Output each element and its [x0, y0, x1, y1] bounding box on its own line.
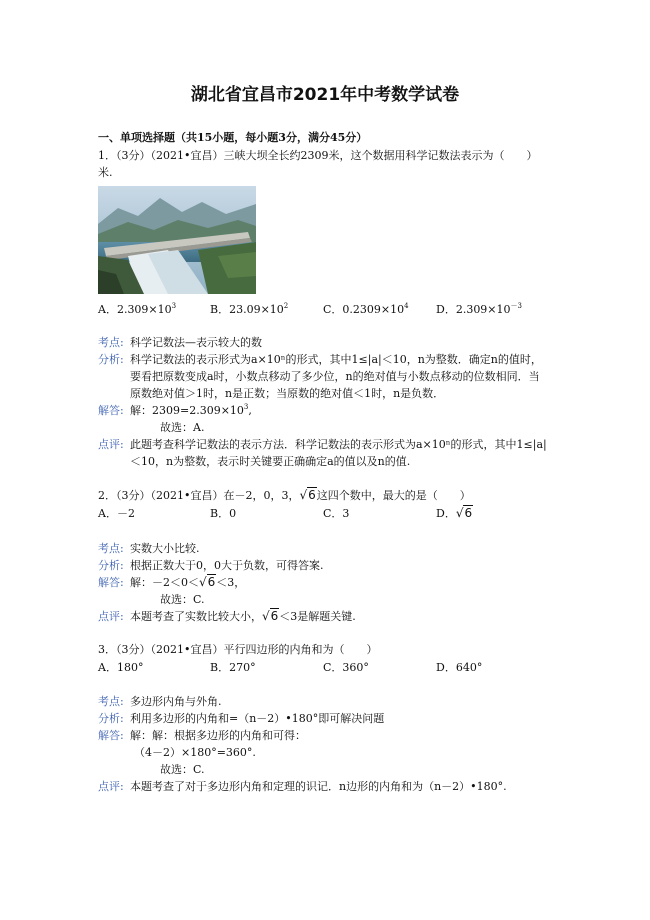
- q3-option-c: C．360°: [323, 661, 369, 674]
- sqrt-symbol: √6: [262, 609, 279, 623]
- q2-jieda-line1: 解：－2＜0＜√6＜3，: [130, 575, 246, 589]
- three-gorges-dam-image: [98, 186, 256, 294]
- q1-fenxi-line3: 原数绝对值＞1时，n是正数；当原数的绝对值＜1时，n是负数．: [130, 387, 445, 400]
- dam-photo: [98, 186, 256, 294]
- q1-fenxi-label: 分析:: [98, 353, 124, 366]
- q1-kaodian: 科学记数法—表示较大的数: [130, 336, 262, 349]
- q3-jieda-line1: 解：解：根据多边形的内角和可得：: [130, 729, 306, 742]
- q2-fenxi: 根据正数大于0，0大于负数，可得答案.: [130, 559, 324, 572]
- q3-stem: 3．（3分）（2021•宜昌）平行四边形的内角和为（ ）: [98, 643, 378, 656]
- q3-jieda-line2: （4－2）×180°=360°.: [134, 746, 256, 759]
- sqrt-symbol: √6: [455, 506, 473, 520]
- q1-stem-line1: 1．（3分）（2021•宜昌）三峡大坝全长约2309米，这个数据用科学记数法表示为（ ）: [98, 149, 538, 162]
- q1-jieda-line2: 故选：A.: [160, 421, 205, 434]
- q3-jieda-label: 解答:: [98, 729, 124, 742]
- q2-kaodian-label: 考点:: [98, 542, 124, 555]
- q3-kaodian-label: 考点:: [98, 695, 124, 708]
- q1-option-d: D．$2.309\times 10^{-3}$: [436, 302, 522, 316]
- q1-option-b: B．$23.09\times 10^2$: [210, 302, 289, 316]
- q1-option-c: C．$0.2309\times 10^4$: [323, 302, 409, 316]
- q1-kaodian-label: 考点:: [98, 336, 124, 349]
- q3-fenxi: 利用多边形的内角和=（n－2）•180°即可解决问题: [130, 712, 385, 725]
- q3-dianping-label: 点评:: [98, 780, 124, 793]
- q2-kaodian: 实数大小比较.: [130, 542, 200, 555]
- q1-dianping-line2: ＜10，n为整数，表示时关键要正确确定a的值以及n的值.: [130, 455, 411, 468]
- q3-dianping: 本题考查了对于多边形内角和定理的识记．n边形的内角和为（n－2）•180°.: [130, 780, 507, 793]
- q1-stem-line2: 米.: [98, 166, 113, 179]
- q3-fenxi-label: 分析:: [98, 712, 124, 725]
- sqrt-symbol: √6: [299, 488, 316, 502]
- sqrt-symbol: √6: [199, 575, 216, 589]
- q3-jieda-line3: 故选：C.: [160, 763, 205, 776]
- q3-kaodian: 多边形内角与外角.: [130, 695, 222, 708]
- q1-dianping-label: 点评:: [98, 438, 124, 451]
- q1-option-a: A．$2.309\times 10^3$: [98, 302, 177, 316]
- q2-option-d: D．√6: [436, 506, 473, 520]
- q2-option-c: C．3: [323, 507, 350, 520]
- q1-jieda-line1: 解：$2309=2.309\times 10^3$,: [130, 403, 252, 417]
- q2-fenxi-label: 分析:: [98, 559, 124, 572]
- q1-fenxi-line1: 科学记数法的表示形式为a×10ⁿ的形式，其中1≤|a|＜10，n为整数．确定n的值时，: [130, 353, 542, 366]
- section-heading: 一、单项选择题（共15小题，每小题3分，满分45分）: [98, 131, 368, 144]
- q3-option-b: B．270°: [210, 661, 256, 674]
- q2-dianping: 本题考查了实数比较大小，√6＜3是解题关键.: [130, 609, 356, 623]
- q2-jieda-line2: 故选：C.: [160, 593, 205, 606]
- q2-option-b: B．0: [210, 507, 237, 520]
- page-title: 湖北省宜昌市2021年中考数学试卷: [190, 85, 460, 105]
- q2-dianping-label: 点评:: [98, 610, 124, 623]
- q1-jieda-label: 解答:: [98, 404, 124, 417]
- q2-option-a: A．－2: [98, 507, 135, 520]
- q3-option-d: D．640°: [436, 661, 483, 674]
- q2-jieda-label: 解答:: [98, 576, 124, 589]
- q2-stem: 2．（3分）（2021•宜昌）在－2，0，3，√6这四个数中，最大的是（ ）: [98, 488, 471, 502]
- q3-option-a: A．180°: [98, 661, 144, 674]
- q1-fenxi-line2: 要看把原数变成a时，小数点移动了多少位，n的绝对值与小数点移动的位数相同．当: [130, 370, 540, 383]
- q1-dianping-line1: 此题考查科学记数法的表示方法．科学记数法的表示形式为a×10ⁿ的形式，其中1≤|a|: [130, 438, 547, 451]
